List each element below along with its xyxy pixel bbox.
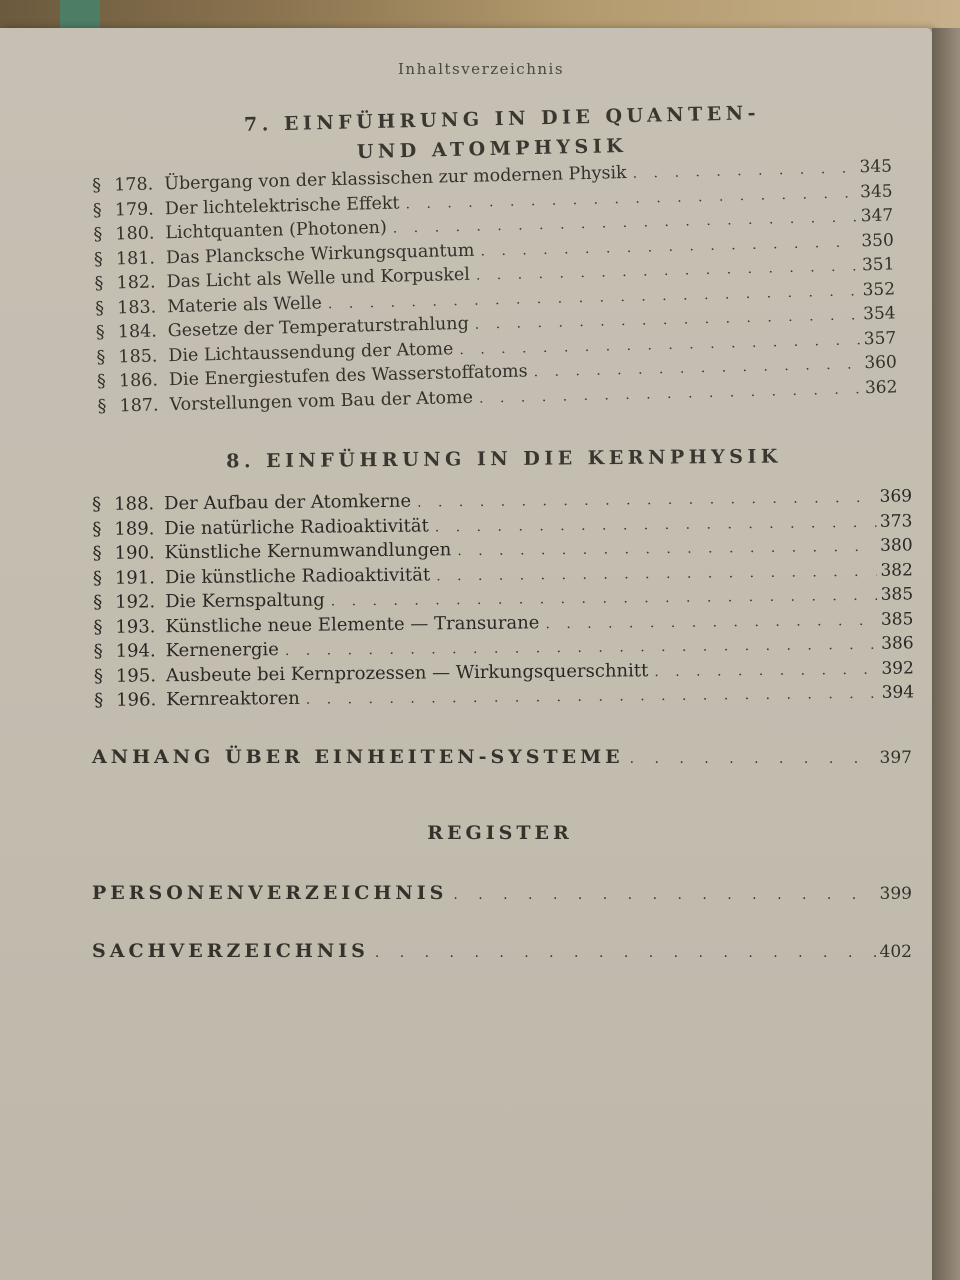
section-number: 181. bbox=[115, 247, 156, 269]
dot-leader bbox=[285, 637, 877, 659]
section-number: 191. bbox=[114, 566, 156, 589]
page-number: 402 bbox=[879, 942, 912, 962]
section-sign: § bbox=[92, 175, 102, 196]
section-sign: § bbox=[93, 616, 103, 638]
section-sign: § bbox=[95, 322, 105, 343]
section-number: 194. bbox=[115, 640, 156, 662]
dot-leader bbox=[331, 588, 877, 610]
section-sign: § bbox=[96, 371, 107, 392]
section-number: 196. bbox=[116, 689, 157, 711]
section-sign: § bbox=[97, 396, 107, 417]
page-number: 352 bbox=[862, 278, 896, 300]
register-heading: REGISTER bbox=[427, 822, 573, 844]
section-number: 185. bbox=[118, 345, 158, 367]
section-sign: § bbox=[94, 689, 104, 711]
dot-leader bbox=[375, 945, 876, 961]
section-number: 184. bbox=[117, 321, 158, 343]
entry-title: Der lichtelektrische Effekt bbox=[164, 192, 400, 219]
entry-title: Das Plancksche Wirkungsquantum bbox=[165, 240, 475, 268]
chapter8-title: 8. EINFÜHRUNG IN DIE KERNPHYSIK bbox=[226, 445, 782, 473]
sach-entry[interactable] bbox=[92, 940, 912, 962]
dot-leader bbox=[632, 160, 855, 181]
dot-leader bbox=[630, 751, 876, 767]
page-number: 397 bbox=[879, 748, 912, 768]
page-number: 380 bbox=[880, 535, 913, 556]
section-number: 180. bbox=[115, 223, 155, 245]
section-number: 187. bbox=[119, 394, 159, 416]
entry-title: Künstliche neue Elemente — Transurane bbox=[165, 611, 540, 637]
page-number: 399 bbox=[879, 884, 912, 904]
entry-title: Die Kernspaltung bbox=[165, 589, 325, 613]
section-sign: § bbox=[94, 273, 104, 294]
page-number: 347 bbox=[860, 205, 894, 227]
chapter7-title-line2: UND ATOMPHYSIK bbox=[356, 134, 628, 164]
section-number: 192. bbox=[115, 591, 156, 613]
page-number: 385 bbox=[880, 584, 914, 605]
section-sign: § bbox=[93, 665, 104, 687]
section-number: 195. bbox=[115, 664, 157, 687]
page-number: 362 bbox=[864, 376, 898, 398]
entry-title: Ausbeute bei Kernprozessen — Wirkungsquerschnitt bbox=[165, 659, 649, 686]
page-number: 394 bbox=[881, 682, 915, 703]
section-sign: § bbox=[92, 518, 102, 540]
page-number: 382 bbox=[880, 559, 913, 581]
page-number: 385 bbox=[880, 608, 914, 630]
section-number: 186. bbox=[118, 370, 159, 392]
dot-leader bbox=[306, 686, 878, 708]
section-sign: § bbox=[93, 249, 104, 270]
page-number: 392 bbox=[881, 657, 914, 679]
dot-leader bbox=[545, 612, 877, 631]
section-sign: § bbox=[92, 542, 102, 564]
section-sign: § bbox=[92, 567, 102, 589]
page-number: 345 bbox=[859, 180, 893, 202]
page-number: 373 bbox=[879, 510, 913, 532]
section-sign: § bbox=[96, 347, 106, 368]
appendix-entry[interactable] bbox=[92, 746, 912, 768]
entry-title: Lichtquanten (Photonen) bbox=[165, 217, 388, 244]
dot-leader bbox=[435, 514, 876, 535]
personen-title: PERSONENVERZEICHNIS bbox=[92, 882, 448, 904]
entry-title: Materie als Welle bbox=[166, 292, 323, 317]
section-number: 182. bbox=[116, 272, 156, 294]
entry-title: Kernenergie bbox=[165, 639, 279, 662]
section-sign: § bbox=[93, 640, 103, 662]
dot-leader bbox=[533, 356, 860, 380]
section-number: 183. bbox=[116, 296, 157, 318]
running-head: Inhaltsverzeichnis bbox=[398, 60, 565, 78]
chapter8-entries bbox=[92, 485, 914, 714]
dot-leader bbox=[453, 887, 875, 903]
section-sign: § bbox=[93, 591, 103, 613]
dot-leader bbox=[457, 539, 876, 559]
section-number: 189. bbox=[114, 517, 155, 540]
personen-entry[interactable] bbox=[92, 882, 912, 904]
entry-title: Künstliche Kernumwandlungen bbox=[164, 539, 452, 564]
entry-title: Übergang von der klassischen zur modernen Physik bbox=[163, 162, 627, 195]
page-number: 386 bbox=[881, 633, 914, 654]
entry-title: Die künstliche Radioaktivität bbox=[164, 563, 431, 588]
sach-title: SACHVERZEICHNIS bbox=[92, 940, 369, 962]
section-sign: § bbox=[94, 298, 105, 319]
page-number: 360 bbox=[864, 352, 898, 374]
section-number: 190. bbox=[114, 542, 155, 564]
page-number: 357 bbox=[863, 327, 897, 349]
entry-title: Gesetze der Temperaturstrahlung bbox=[167, 313, 470, 342]
section-number: 179. bbox=[114, 199, 155, 220]
page-number: 350 bbox=[861, 229, 895, 251]
appendix-title: ANHANG ÜBER EINHEITEN-SYSTEME bbox=[92, 746, 624, 768]
entry-title: Die Lichtaussendung der Atome bbox=[168, 338, 454, 366]
section-number: 193. bbox=[115, 615, 156, 638]
entry-title: Die natürliche Radioaktivität bbox=[164, 514, 429, 539]
page-number: 354 bbox=[862, 303, 896, 325]
section-sign: § bbox=[92, 493, 102, 515]
entry-title: Die Energiestufen des Wasserstoffatoms bbox=[168, 361, 528, 391]
dot-leader bbox=[654, 661, 877, 679]
page-number: 369 bbox=[879, 486, 913, 507]
entry-title: Kernreaktoren bbox=[166, 687, 300, 711]
dot-leader bbox=[436, 563, 876, 584]
chapter7-entries bbox=[92, 156, 898, 420]
page-number: 351 bbox=[861, 254, 895, 276]
section-sign: § bbox=[93, 224, 103, 245]
dot-leader bbox=[417, 490, 876, 511]
entry-title: Der Aufbau der Atomkerne bbox=[163, 490, 412, 515]
section-number: 188. bbox=[113, 493, 155, 515]
entry-title: Das Licht als Welle und Korpuskel bbox=[166, 264, 471, 293]
section-number: 178. bbox=[113, 174, 154, 196]
page-number: 345 bbox=[859, 156, 893, 178]
entry-title: Vorstellungen vom Bau der Atome bbox=[169, 387, 474, 415]
section-sign: § bbox=[92, 200, 102, 221]
chapter7-title-line1: 7. EINFÜHRUNG IN DIE QUANTEN- bbox=[243, 102, 761, 136]
